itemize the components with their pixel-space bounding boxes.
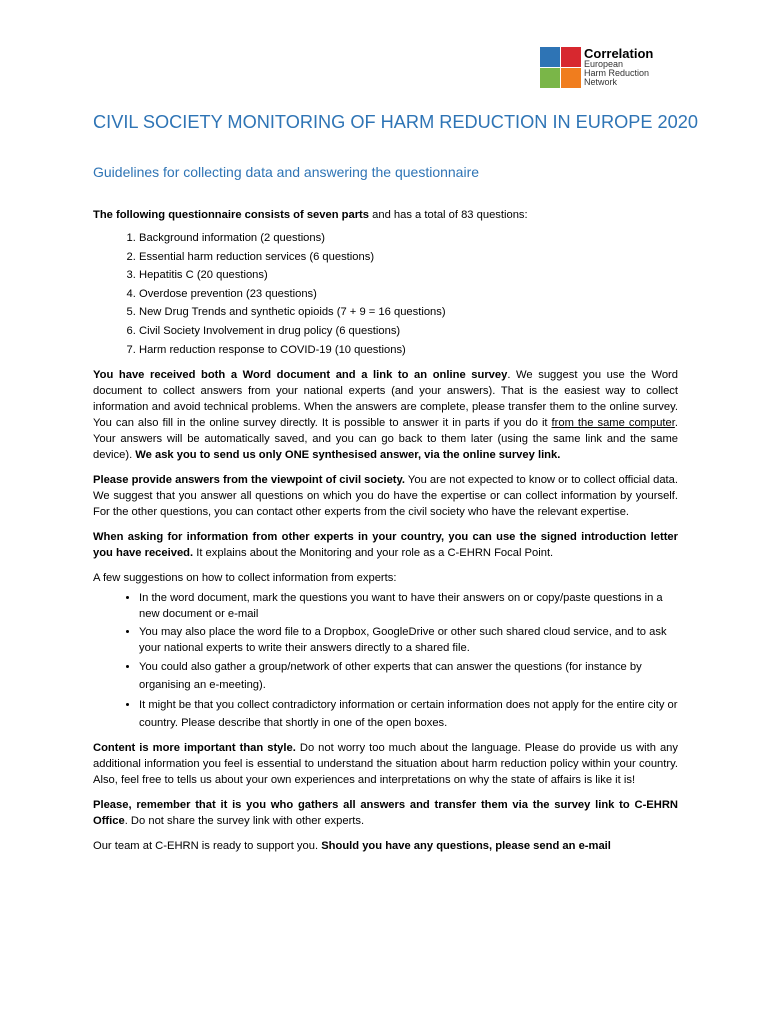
p6-text: . Do not share the survey link with other experts. — [124, 815, 365, 828]
p3-bold: When asking for information from other experts in your country, you can use the signed introduction letter you have received. — [93, 531, 678, 560]
p2-text: You are not expected to know or to collect official data. We suggest that you answer all questions on which you do have the expertise or can collect information by yourself. For the other questions, you can contact other experts from the civil society who have the relevant expertise. — [93, 474, 678, 519]
p6-bold: Please, remember that it is you who gathers all answers and transfer them via the survey link to C-EHRN Office — [93, 799, 678, 828]
list-item: 7. Harm reduction response to COVID-19 (10 questions) — [139, 341, 678, 360]
p5-bold: Content is more important than style. — [93, 742, 296, 755]
p7-text: Our team at C-EHRN is ready to support you. — [93, 840, 322, 853]
logo-line-2: Harm Reduction — [584, 68, 650, 78]
logo-squares-icon — [540, 47, 582, 89]
list-item: • You may also place the word file to a Dropbox, GoogleDrive or other such shared cloud service, and to ask your national experts to write their answers directly to a shared file. — [139, 624, 678, 656]
list-item: 2. Essential harm reduction services (6 questions) — [139, 248, 678, 267]
logo-line-1: European — [584, 59, 624, 69]
intro-paragraph — [93, 207, 678, 223]
intro-bold: The following questionnaire consists of seven parts — [93, 209, 370, 221]
list-item: • In the word document, mark the questions you want to have their answers on or copy/paste questions in a new document or e-mail — [139, 590, 678, 622]
p1-text: . We suggest you use the Word document to collect answers from your national experts (and your answers). That is the easiest way to collect information and avoid technical problems. When the answers are complete, please transfer them to the online survey. You can also fill in the online survey directly. It is possible to answer it in parts if you do it — [93, 369, 678, 430]
list-item: • It might be that you collect contradictory information or certain information does not apply for the entire city or country. Please describe that shortly in one of the open boxes. — [139, 696, 678, 732]
suggestions-list — [93, 590, 678, 732]
document-body — [93, 207, 678, 863]
content-style-paragraph — [93, 740, 678, 788]
page-subtitle: Guidelines for collecting data and answering the questionnaire — [93, 164, 480, 180]
logo-brand: Correlation — [584, 46, 654, 61]
logo-line-3: Network — [584, 77, 618, 87]
correlation-logo — [540, 47, 680, 89]
list-item: • You could also gather a group/network of other experts that can answer the questions (for instance by organising an e-meeting). — [139, 658, 678, 694]
p1-text-2: . Your answers will be automatically saved, and you can go back to them later (using the same link and the same device). — [93, 417, 678, 462]
p3-text: It explains about the Monitoring and your role as a C-EHRN Focal Point. — [193, 547, 554, 560]
same-computer-underline: from the same computer — [551, 417, 675, 430]
list-item: 4. Overdose prevention (23 questions) — [139, 285, 678, 304]
intro-text: and has a total of 83 questions: — [369, 209, 528, 221]
p1-bold: You have received both a Word document and a link to an online survey — [93, 369, 508, 382]
parts-list — [93, 229, 678, 359]
civil-society-paragraph — [93, 472, 678, 520]
p1-bold-2: We ask you to send us only ONE synthesised answer, via the online survey link. — [135, 449, 561, 462]
introduction-letter-paragraph — [93, 529, 678, 561]
p7-bold: Should you have any questions, please send an e-mail — [321, 840, 611, 853]
p2-bold: Please provide answers from the viewpoint of civil society. — [93, 474, 406, 487]
word-and-survey-paragraph — [93, 367, 678, 463]
page-title: CIVIL SOCIETY MONITORING OF HARM REDUCTION IN EUROPE 2020 — [93, 112, 698, 132]
support-paragraph — [93, 838, 678, 854]
list-item: 6. Civil Society Involvement in drug policy (6 questions) — [139, 322, 678, 341]
remember-paragraph — [93, 797, 678, 829]
p5-text: Do not worry too much about the language. Please do provide us with any additional information you feel is essential to understand the situation about harm reduction policy within your country. Also, feel free to tells us about your own experiences and interpretations on why the state of affairs is like it is! — [93, 742, 678, 787]
list-item: 5. New Drug Trends and synthetic opioids (7 + 9 = 16 questions) — [139, 303, 678, 322]
suggestions-heading: A few suggestions on how to collect information from experts: — [93, 572, 397, 585]
list-item: 3. Hepatitis C (20 questions) — [139, 266, 678, 285]
list-item: 1. Background information (2 questions) — [139, 229, 678, 248]
